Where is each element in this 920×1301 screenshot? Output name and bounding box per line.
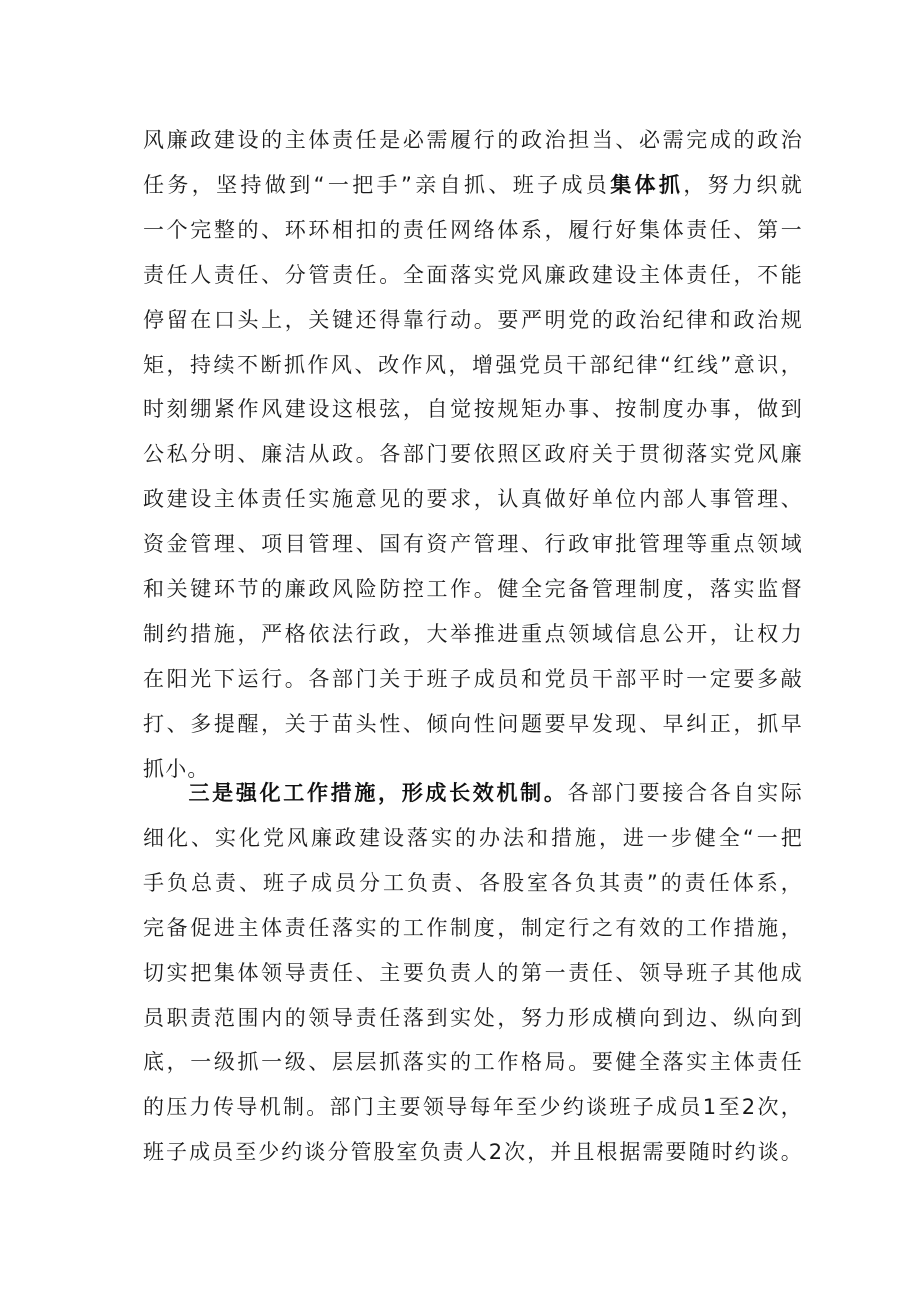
paragraph-2-line-2: 细化、实化党风廉政建设落实的办法和措施，进一步健全“一把	[143, 825, 803, 850]
paragraph-1-line-13: 在阳光下运行。各部门关于班子成员和党员干部平时一定要多敲	[143, 666, 803, 691]
paragraph-1-line-8: 公私分明、廉洁从政。各部门要依照区政府关于贯彻落实党风廉	[143, 442, 803, 467]
bold-phrase-collective: 集体抓	[610, 172, 684, 197]
paragraph-2-line-1	[143, 771, 803, 816]
paragraph-2-line-7: 底，一级抓一级、层层抓落实的工作格局。要健全落实主体责任	[143, 1050, 803, 1075]
paragraph-2-line-6: 员职责范围内的领导责任落到实处，努力形成横向到边、纵向到	[143, 1005, 803, 1030]
paragraph-1-line-14: 打、多提醒，关于苗头性、倾向性问题要早发现、早纠正，抓早	[143, 711, 803, 736]
paragraph-2-line-3: 手负总责、班子成员分工负责、各股室各负其责”的责任体系，	[143, 870, 803, 895]
paragraph-2-line-8: 的压力传导机制。部门主要领导每年至少约谈班子成员1至2次，	[143, 1095, 803, 1120]
paragraph-2-lead-rest: 各部门要接合各自实际	[567, 781, 804, 805]
paragraph-1-line-9: 政建设主体责任实施意见的要求，认真做好单位内部人事管理、	[143, 487, 803, 512]
paragraph-1-line-4: 责任人责任、分管责任。全面落实党风廉政建设主体责任，不能	[143, 262, 803, 287]
paragraph-1-line-3: 一个完整的、环环相扣的责任网络体系，履行好集体责任、第一	[143, 217, 803, 242]
paragraph-1	[143, 118, 803, 792]
section-heading-bold: 三是强化工作措施，形成长效机制。	[187, 781, 568, 805]
paragraph-1-line-11: 和关键环节的廉政风险防控工作。健全完备管理制度，落实监督	[143, 577, 803, 602]
line-2-part-a: 任务，坚持做到“一把手”亲自抓、班子成员	[143, 172, 611, 197]
paragraph-1-line-1: 风廉政建设的主体责任是必需履行的政治担当、必需完成的政治	[143, 128, 803, 152]
paragraph-1-line-7: 时刻绷紧作风建设这根弦，自觉按规矩办事、按制度办事，做到	[143, 397, 803, 422]
line-2-part-b: ，努力织就	[683, 172, 803, 197]
paragraph-2	[143, 771, 803, 1175]
paragraph-1-line-2	[143, 163, 803, 208]
paragraph-1-line-15: 抓小。	[143, 756, 210, 781]
paragraph-1-line-5: 停留在口头上，关键还得靠行动。要严明党的政治纪律和政治规	[143, 307, 803, 332]
paragraph-2-line-4: 完备促进主体责任落实的工作制度，制定行之有效的工作措施，	[143, 915, 803, 940]
paragraph-2-line-5: 切实把集体领导责任、主要负责人的第一责任、领导班子其他成	[143, 960, 803, 985]
paragraph-1-line-10: 资金管理、项目管理、国有资产管理、行政审批管理等重点领域	[143, 532, 803, 557]
paragraph-2-line-9: 班子成员至少约谈分管股室负责人2次，并且根据需要随时约谈。	[143, 1140, 803, 1165]
paragraph-1-line-6: 矩，持续不断抓作风、改作风，增强党员干部纪律“红线”意识，	[143, 352, 803, 377]
paragraph-1-line-12: 制约措施，严格依法行政，大举推进重点领域信息公开，让权力	[143, 621, 803, 646]
